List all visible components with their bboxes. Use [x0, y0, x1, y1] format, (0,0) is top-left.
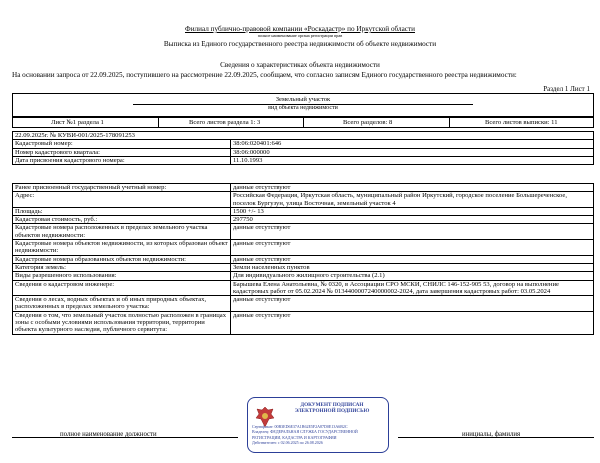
row-value: 11.10.1993	[231, 156, 594, 164]
sheet-number: Лист №1 раздела 1	[51, 119, 104, 126]
row-key: Сведения о лесах, водных объектах и об иных природных объектах, расположенных в пределах земельного участка:	[13, 296, 231, 312]
row-value: Барышева Елена Анатольевна, № 0320, в Ассоциации СРО МСКИ, СНИЛС 146-152-905 53, договор на выполнение кадастровых работ от 05.02.2024 № 0134400007240000002-2024, дата завершения кадастровых работ: 03.05.2024	[231, 280, 594, 296]
total-sheets: Всего листов выписки: 11	[485, 119, 558, 126]
total-sections: Всего разделов: 8	[343, 119, 393, 126]
document-id: 22.09.2025г. № КУВИ-001/2025-178091253	[13, 132, 594, 140]
row-key: Виды разрешенного использования:	[13, 272, 231, 280]
row-value: данные отсутствуют	[231, 184, 594, 192]
table-row	[13, 224, 594, 240]
row-value: Земли населенных пунктов	[231, 263, 594, 271]
table-row	[13, 240, 594, 256]
row-key: Кадастровые номера образованных объектов недвижимости:	[13, 255, 231, 263]
stamp-details	[252, 424, 358, 446]
table-row	[13, 296, 594, 312]
org-note: полное наименование органа регистрации прав	[257, 33, 343, 38]
row-value: данные отсутствуют	[231, 224, 594, 240]
stamp-validity: Действителен: с 02.06.2025 по 26.08.2026	[252, 440, 323, 446]
table-row	[13, 280, 594, 296]
table-row	[13, 156, 594, 164]
table-row	[13, 140, 594, 148]
object-type-box	[12, 93, 594, 117]
total-sheets-section: Всего листов раздела 1: 3	[189, 119, 261, 126]
row-key: Адрес:	[13, 192, 231, 208]
table-row	[13, 192, 594, 208]
row-key: Номер кадастрового квартала:	[13, 148, 231, 156]
table-row	[13, 272, 594, 280]
row-value: данные отсутствуют	[231, 296, 594, 312]
row-key: Кадастровый номер:	[13, 140, 231, 148]
table-row	[13, 311, 594, 334]
table-row	[13, 184, 594, 192]
section-title: Сведения о характеристиках объекта недвижимости	[220, 61, 380, 69]
row-key: Кадастровые номера объектов недвижимости, из которых образован объект недвижимости:	[13, 240, 231, 256]
table-row	[13, 148, 594, 156]
row-value: Российская Федерация, Иркутская область, муниципальный район Иркутский, городское поселение Большереченское, поселок Бургузун, улица Восточная, земельный участок 4	[231, 192, 594, 208]
row-key: Сведения о том, что земельный участок полностью расположен в границах зоны с особыми условиями использования территории, территории объекта культурного наследия, публичного сервитута:	[13, 311, 231, 334]
row-key: Категория земель:	[13, 263, 231, 271]
stamp-owner-cont: РЕГИСТРАЦИИ, КАДАСТРА И КАРТОГРАФИИ	[252, 434, 337, 440]
row-key: Кадастровая стоимость, руб.:	[13, 216, 231, 224]
table-row	[13, 263, 594, 271]
row-value: 38:06:020401:646	[231, 140, 594, 148]
row-value: данные отсутствуют	[231, 311, 594, 334]
stamp-certificate: Сертификат: 00B3ED6E37A1B62E5F2A87D0E13A6B2C	[252, 424, 348, 429]
object-type-note: вид объекта недвижимости	[268, 105, 338, 111]
signature-stamp	[247, 397, 389, 453]
row-key: Сведения о кадастровом инженере:	[13, 280, 231, 296]
table-row	[13, 216, 594, 224]
row-key: Дата присвоения кадастрового номера:	[13, 156, 231, 164]
object-type: Земельный участок	[275, 96, 331, 103]
row-value: 38:06:000000	[231, 148, 594, 156]
table-row	[13, 255, 594, 263]
table-row	[13, 207, 594, 215]
row-key: Кадастровые номера расположенных в пределах земельного участка объектов недвижимости:	[13, 224, 231, 240]
identification-table	[12, 131, 594, 165]
row-value: Для индивидуального жилищного строительства (2.1)	[231, 272, 594, 280]
row-value: данные отсутствуют	[231, 255, 594, 263]
row-key: Площадь:	[13, 207, 231, 215]
name-caption: инициалы, фамилия	[462, 431, 521, 438]
row-key: Ранее присвоенный государственный учетный номер:	[13, 184, 231, 192]
sheet-info-row	[12, 117, 594, 128]
row-value: данные отсутствуют	[231, 240, 594, 256]
org-name: Филиал публично-правовой компании «Роскадастр» по Иркутской области	[185, 25, 415, 33]
stamp-owner: Владелец: ФЕДЕРАЛЬНАЯ СЛУЖБА ГОСУДАРСТВЕННОЙ	[252, 429, 358, 435]
section-number: Раздел 1 Лист 1	[543, 85, 590, 93]
row-value: 297750	[231, 216, 594, 224]
characteristics-table	[12, 183, 594, 335]
document-title: Выписка из Единого государственного реестра недвижимости об объекте недвижимости	[163, 40, 437, 48]
row-value: 1500 +/- 13	[231, 207, 594, 215]
stamp-title: ДОКУМЕНТ ПОДПИСАН ЭЛЕКТРОННОЙ ПОДПИСЬЮ	[294, 402, 370, 414]
position-caption: полное наименование должности	[60, 431, 157, 438]
intro-text: На основании запроса от 22.09.2025, поступившего на рассмотрение 22.09.2025, сообщаем, что согласно записям Единого государственного реестра недвижимости:	[12, 71, 517, 79]
